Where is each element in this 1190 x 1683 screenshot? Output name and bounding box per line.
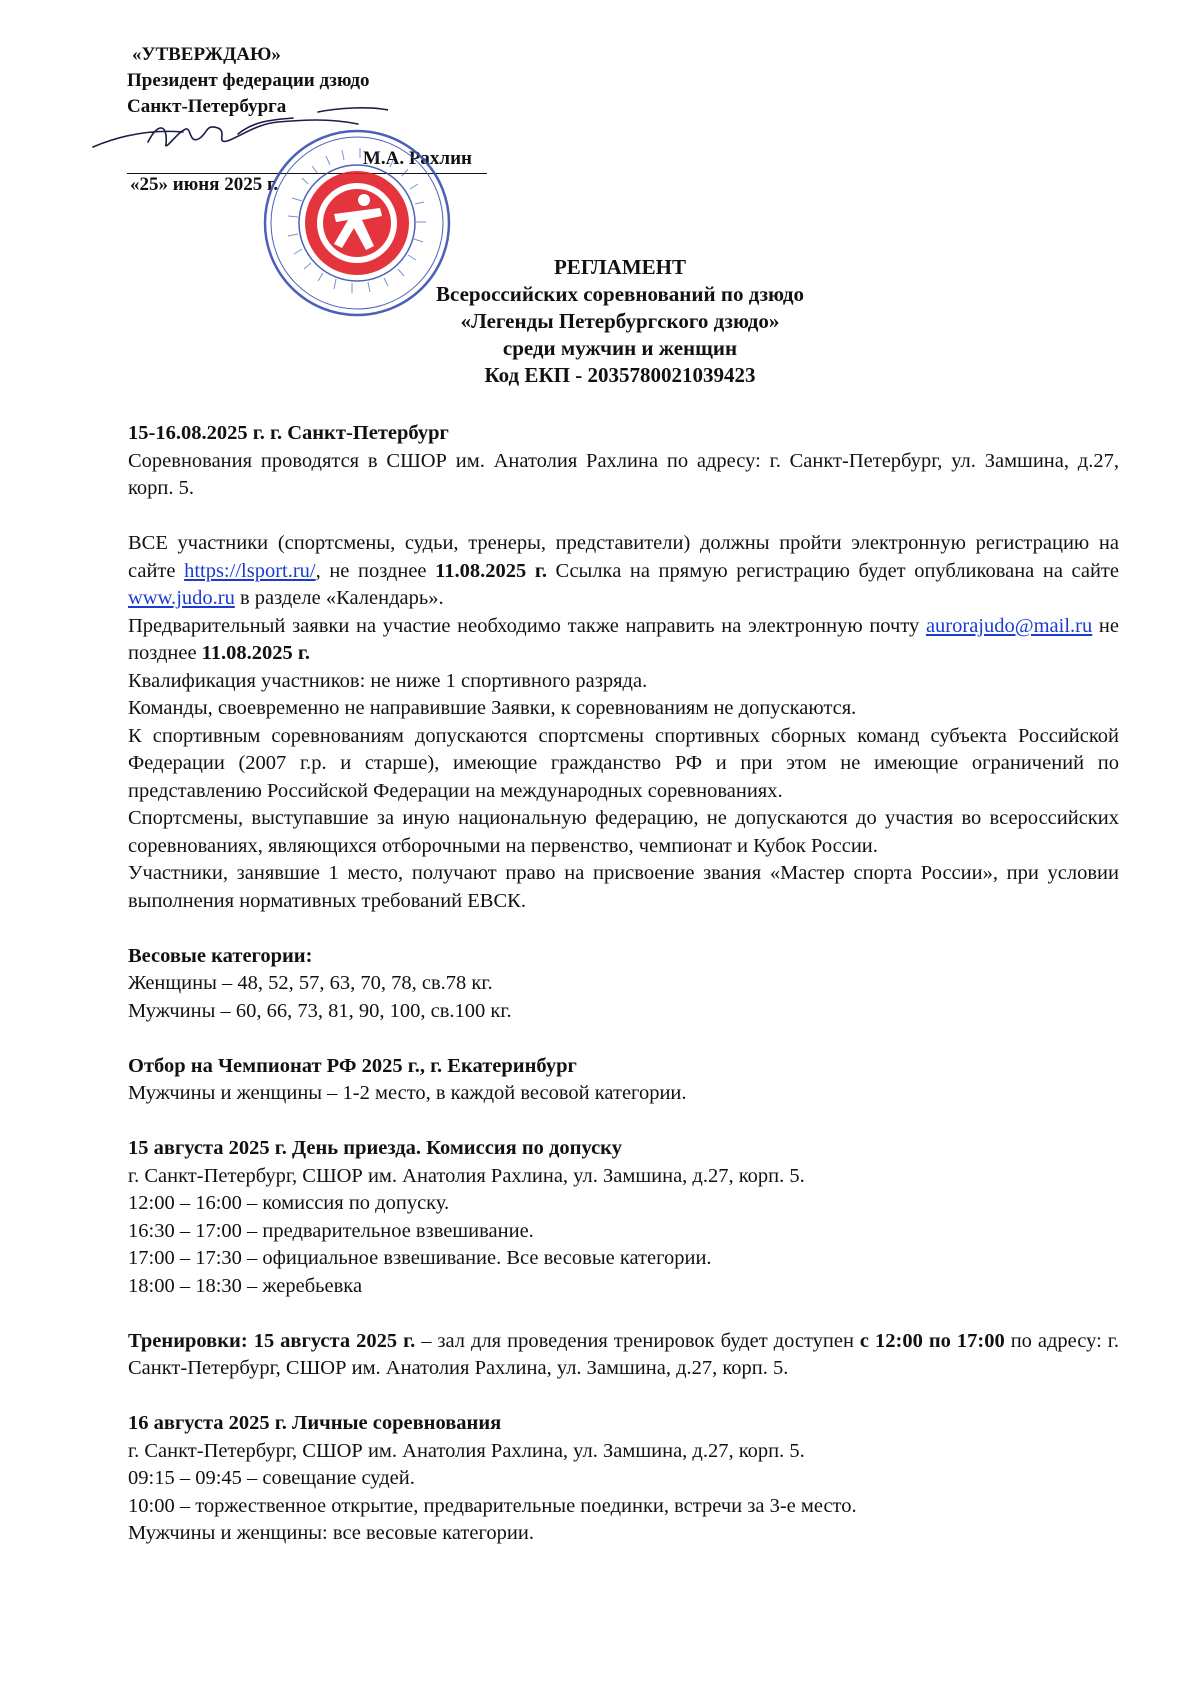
training-date: 15 августа 2025 г.	[253, 1329, 416, 1352]
application-text-b: не позднее	[128, 614, 1119, 664]
foreign-federation-text: Спортсмены, выступавшие за иную национальную федерацию, не допускаются до участия во всероссийских соревнованиях, являющихся отборочными на первенство, чемпионат и Кубок России.	[128, 807, 1119, 857]
schedule-item: 18:00 – 18:30 – жеребьевка	[128, 1274, 363, 1297]
schedule-item: 12:00 – 16:00 – комиссия по допуску.	[128, 1192, 450, 1214]
day1-heading: 15 августа 2025 г. День приезда. Комиссия по допуску	[128, 1137, 622, 1159]
day2-heading: 16 августа 2025 г. Личные соревнования	[128, 1412, 502, 1434]
schedule-item: 16:30 – 17:00 – предварительное взвешивание.	[128, 1219, 534, 1242]
approval-heading: «УТВЕРЖДАЮ»	[132, 44, 281, 65]
registration-deadline: 11.08.2025 г.	[435, 559, 547, 582]
registration-text-d: в разделе «Календарь».	[234, 587, 444, 609]
training-text-b: по адресу: г. Санкт-Петербург, СШОР им. Анатолия Рахлина, ул. Замшина, д.27, корп. 5.	[128, 1329, 1119, 1379]
approval-date: «25» июня 2025 г.	[130, 174, 279, 195]
title-line-4: среди мужчин и женщин	[502, 336, 738, 360]
selection-heading: Отбор на Чемпионат РФ 2025 г., г. Екатеринбург	[128, 1054, 577, 1077]
venue-heading: 15-16.08.2025 г. г. Санкт-Петербург	[128, 422, 449, 444]
approval-position: Президент федерации дзюдо	[127, 70, 370, 91]
schedule-item	[128, 1493, 1119, 1521]
opening-text: торжественное открытие, предварительные поединки, встречи за 3-е место.	[190, 1494, 857, 1517]
schedule-item: 17:00 – 17:30 – официальное взвешивание. Все весовые категории.	[128, 1247, 712, 1269]
weights-heading: Весовые категории:	[128, 944, 313, 967]
title-line-2: Всероссийских соревнований по дзюдо	[436, 282, 804, 306]
title-line-3: «Легенды Петербургского дзюдо»	[460, 309, 780, 333]
email-link[interactable]: aurorajudo@mail.ru	[925, 614, 1093, 637]
training-time: с 12:00 по 17:00	[859, 1329, 1005, 1352]
registration-text-c: Ссылка на прямую регистрацию будет опубликована на сайте	[546, 559, 1119, 582]
training-text-a: – зал для проведения тренировок будет доступен	[415, 1329, 860, 1352]
lsport-link[interactable]: https://lsport.ru/	[184, 559, 316, 582]
application-paragraph	[128, 613, 1119, 668]
admission-text: К спортивным соревнованиям допускаются спортсмены спортивных сборных команд субъекта Российской Федерации (2007 г.р. и старше), имеющие гражданство РФ и при этом не имеющие ограничений по представлению Российской Федерации на международных соревнованиях.	[128, 724, 1119, 802]
training-paragraph	[128, 1328, 1119, 1383]
weights-men: Мужчины – 60, 66, 73, 81, 90, 100, св.100 кг.	[128, 999, 512, 1022]
document-body	[128, 420, 1119, 1548]
title-line-1: РЕГЛАМЕНТ	[553, 255, 686, 279]
registration-paragraph	[128, 530, 1119, 613]
opening-time: 10:00 –	[128, 1494, 191, 1517]
venue-text: Соревнования проводятся в СШОР им. Анатолия Рахлина по адресу: г. Санкт-Петербург, ул. Замшина, д.27, корп. 5.	[128, 449, 1119, 499]
judo-ru-link[interactable]: www.judo.ru	[128, 587, 235, 609]
schedule-item: 09:15 – 09:45 – совещание судей.	[128, 1467, 415, 1489]
approval-city: Санкт-Петербурга	[127, 96, 287, 117]
weights-women: Женщины – 48, 52, 57, 63, 70, 78, св.78 кг.	[128, 972, 493, 994]
training-label: Тренировки:	[128, 1329, 248, 1352]
qualification-text: Квалификация участников: не ниже 1 спортивного разряда.	[128, 669, 648, 692]
signer-name: М.А. Рахлин	[362, 148, 472, 169]
document-title	[380, 254, 860, 389]
master-title-text: Участники, занявшие 1 место, получают право на присвоение звания «Мастер спорта России», при условии выполнения нормативных требований ЕВСК.	[128, 862, 1119, 912]
selection-text: Мужчины и женщины – 1-2 место, в каждой весовой категории.	[128, 1082, 687, 1104]
day2-address: г. Санкт-Петербург, СШОР им. Анатолия Рахлина, ул. Замшина, д.27, корп. 5.	[128, 1439, 805, 1462]
registration-text-b: , не позднее	[315, 559, 436, 582]
day1-address: г. Санкт-Петербург, СШОР им. Анатолия Рахлина, ул. Замшина, д.27, корп. 5.	[128, 1164, 805, 1187]
application-deadline: 11.08.2025 г.	[201, 642, 311, 664]
late-application-text: Команды, своевременно не направившие Заявки, к соревнованиям не допускаются.	[128, 697, 857, 719]
schedule-item: Мужчины и женщины: все весовые категории.	[128, 1522, 534, 1544]
title-line-5: Код ЕКП - 2035780021039423	[484, 363, 756, 387]
registration-text-a: ВСЕ участники (спортсмены, судьи, тренеры, представители) должны пройти электронную регистрацию на сайте	[128, 532, 1119, 582]
application-text-a: Предварительный заявки на участие необходимо также направить на электронную почту	[128, 614, 926, 637]
